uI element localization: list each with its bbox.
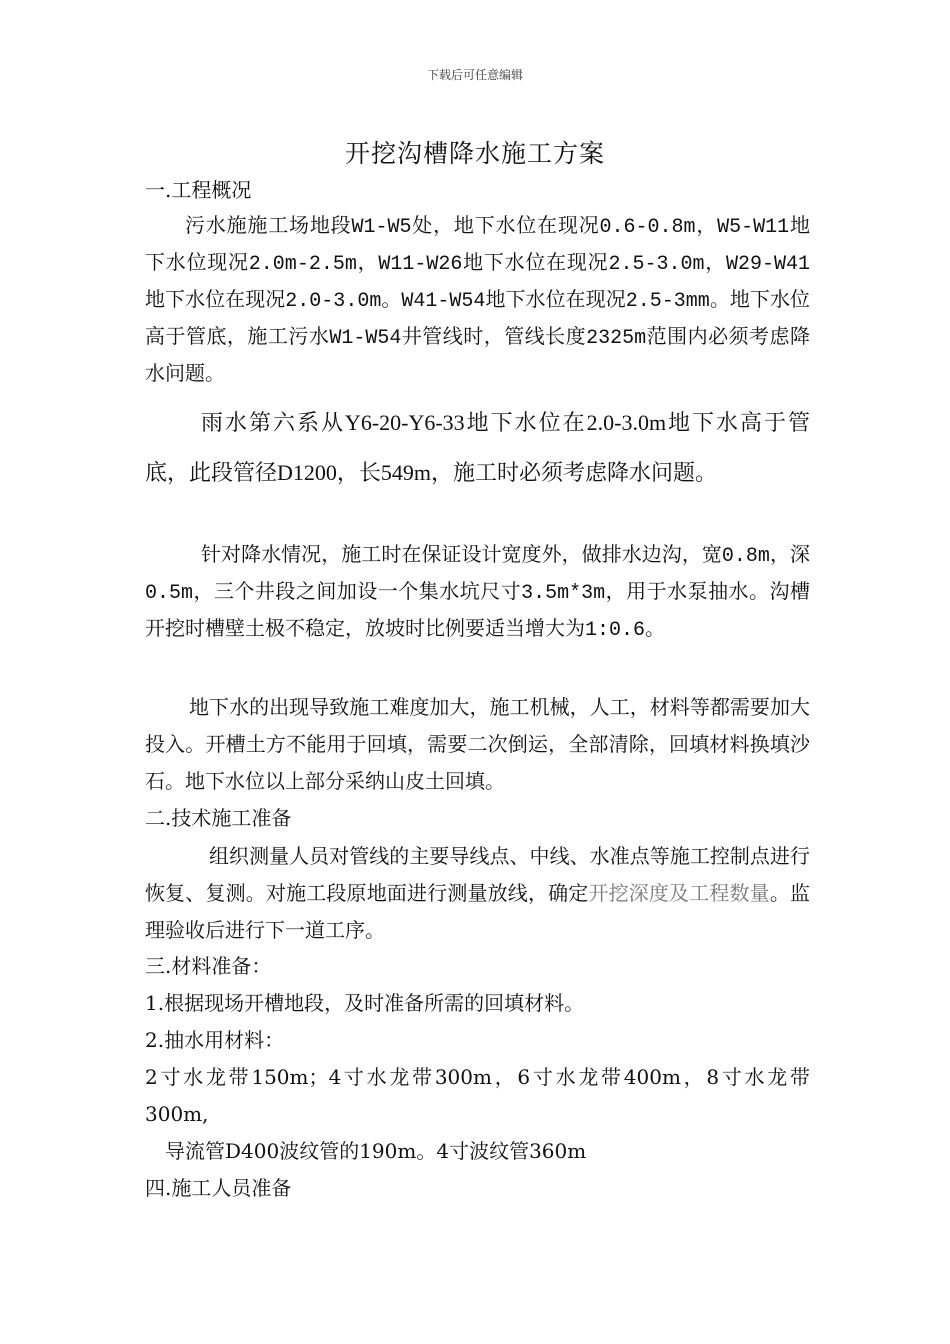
section-1-paragraph-4: 地下水的出现导致施工难度加大，施工机械，人工，材料等都需要加大投入。开槽土方不能用于回填，需要二次倒运，全部清除，回填材料换填沙石。地下水位以上部分采纳山皮土回填。: [145, 695, 810, 793]
section-3-item-2-line-2: 导流管D400波纹管的190m。4寸波纹管360m: [165, 1139, 587, 1163]
highlight-text-run: 开挖深度及工程数量: [588, 881, 770, 905]
text-run: 组织测量人员对管线的主要导线点、中线、水准点等施工控制点进行恢复、复测。对施工段原地面进行测量放线，确定: [145, 844, 810, 905]
section-4-heading: 四.施工人员准备: [145, 1176, 292, 1200]
section-3-item-2-line-1: 2寸水龙带150m；4寸水龙带300m，6寸水龙带400m，8寸水龙带300m,: [145, 1065, 810, 1126]
section-1-paragraph-1: 污水施施工场地段W1-W5处，地下水位在现况0.6-0.8m，W5-W11地下水位现况2.0m-2.5m，W11-W26地下水位在现况2.5-3.0m，W29-W41地下水位在现况2.0-3.0m。W41-W54地下水位在现况2.5-3mm。地下水位高于管底，施工污水W1-W54井管线时，管线长度2325m范围内必须考虑降水问题。: [145, 216, 810, 387]
section-2-paragraph-1: [145, 838, 810, 949]
section-3-item-1: 1.根据现场开槽地段，及时准备所需的回填材料。: [145, 991, 585, 1015]
section-1-paragraph-3: 针对降水情况，施工时在保证设计宽度外，做排水边沟，宽0.8m，深0.5m，三个井段之间加设一个集水坑尺寸3.5m*3m，用于水泵抽水。沟槽开挖时槽壁土极不稳定，放坡时比例要适当增大为1:0.6。: [145, 545, 810, 642]
section-heading: 一.工程概况: [145, 178, 252, 202]
text-run: 。监理验收后进行下一道工序。: [145, 881, 810, 942]
section-1-heading: [145, 172, 810, 209]
document-title: 开挖沟槽降水施工方案: [344, 139, 605, 168]
section-3-heading: 三.材料准备：: [145, 954, 272, 978]
section-2-heading: 二.技术施工准备: [145, 806, 292, 830]
section-1-paragraph-2: 雨水第六系从Y6-20-Y6-33地下水位在2.0-3.0m地下水高于管底，此段管径D1200，长549m，施工时必须考虑降水问题。: [145, 410, 810, 485]
section-3-item-2: 2.抽水用材料：: [145, 1028, 285, 1052]
header-note: 下载后可任意编辑: [426, 68, 523, 82]
